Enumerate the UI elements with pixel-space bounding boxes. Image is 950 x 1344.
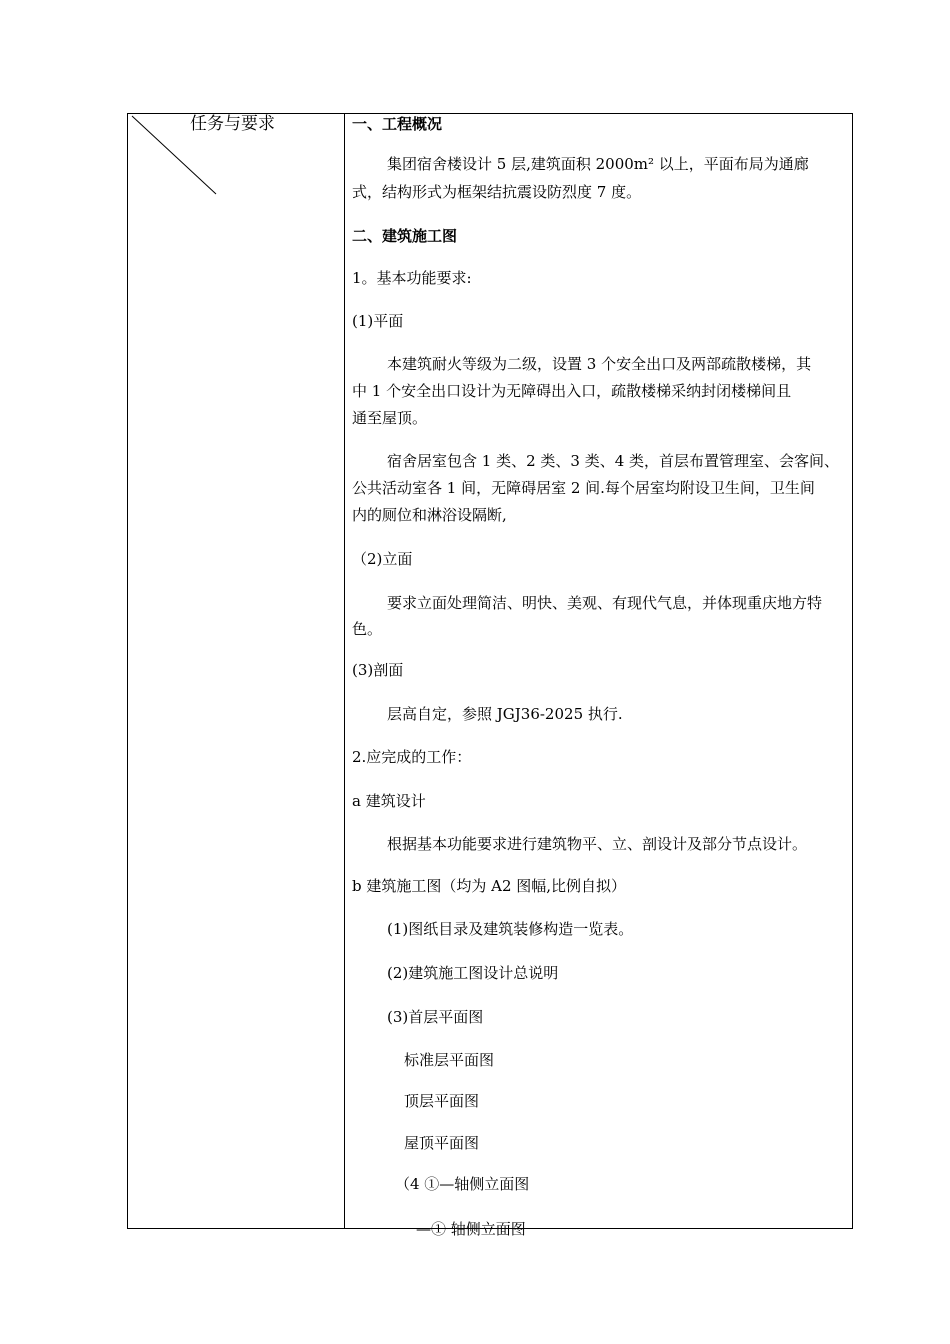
drawing-item-3c: 屋顶平面图 [404, 1134, 480, 1152]
left-header-label: 任务与要求 [190, 114, 275, 134]
section-work-to-complete: 2.应完成的工作： [352, 748, 472, 766]
drawing-item-1: (1)图纸目录及建筑装修构造一览表。 [387, 920, 634, 938]
design-text: 根据基本功能要求进行建筑物平、立、剖设计及部分节点设计。 [387, 835, 808, 853]
drawing-item-4: （4 ①—轴侧立面图 [395, 1175, 530, 1193]
drawing-item-3a: 标准层平面图 [404, 1051, 495, 1069]
section-text: 层高自定，参照 JGJ36-2025 执行. [387, 705, 623, 723]
item-architectural-design: a 建筑设计 [352, 792, 426, 810]
subsection-plan: (1)平面 [352, 312, 404, 330]
subsection-facade: （2)立面 [352, 550, 413, 568]
drawing-item-2: (2)建筑施工图设计总说明 [387, 964, 559, 982]
heading-construction-drawings: 二、建筑施工图 [352, 227, 458, 245]
fire-line-1: 本建筑耐火等级为二级，设置 3 个安全出口及两部疏散楼梯，其 [387, 355, 812, 373]
facade-line-2: 色。 [352, 620, 383, 638]
column-divider [344, 113, 345, 1229]
subsection-section: (3)剖面 [352, 661, 404, 679]
room-line-2: 公共活动室各 1 间，无障碍居室 2 间.每个居室均附设卫生间，卫生间 [352, 479, 815, 497]
overview-line-2: 式，结构形式为框架结抗震设防烈度 7 度。 [352, 183, 642, 201]
facade-line-1: 要求立面处理简洁、明快、美观、有现代气息，并体现重庆地方特 [387, 594, 823, 612]
room-line-3: 内的厕位和淋浴设隔断, [352, 506, 507, 524]
overview-line-1: 集团宿舍楼设计 5 层,建筑面积 2000m² 以上，平面布局为通廊 [387, 155, 809, 173]
drawing-item-3b: 顶层平面图 [404, 1092, 480, 1110]
room-line-1: 宿舍居室包含 1 类、2 类、3 类、4 类，首层布置管理室、会客间、 [387, 452, 840, 470]
drawing-item-3: (3)首层平面图 [387, 1008, 484, 1026]
fire-line-2: 中 1 个安全出口设计为无障碍出入口，疏散楼梯采纳封闭楼梯间且 [352, 382, 792, 400]
section-basic-requirements: 1。基本功能要求: [352, 269, 472, 287]
item-construction-drawings: b 建筑施工图（均为 A2 图幅,比例自拟） [352, 877, 627, 895]
drawing-item-4-overflow: —① 轴侧立面图 [416, 1220, 526, 1238]
fire-line-3: 通至屋顶。 [352, 409, 428, 427]
heading-project-overview: 一、工程概况 [352, 115, 443, 133]
